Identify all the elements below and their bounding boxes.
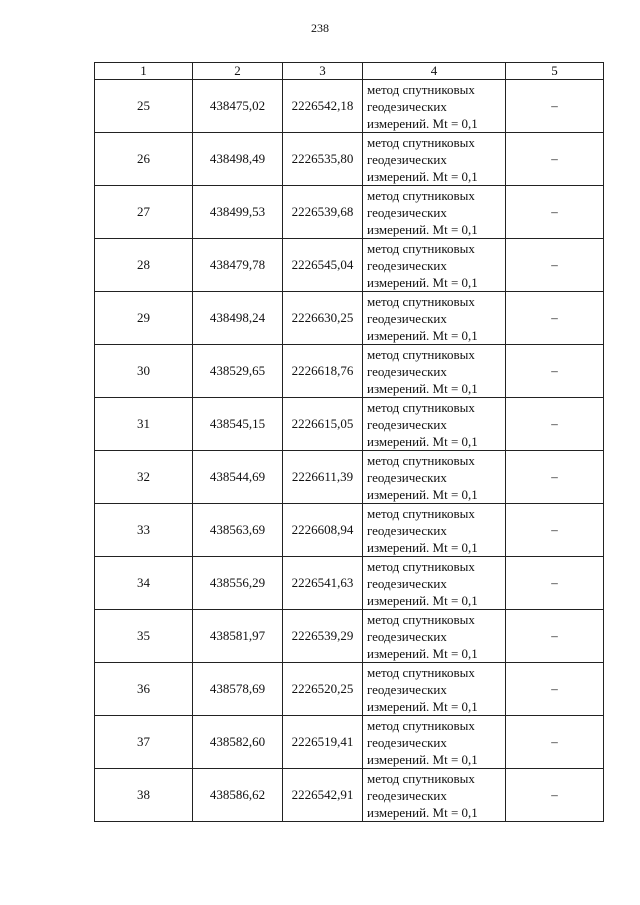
y-coordinate-cell: 2226618,76 xyxy=(283,345,363,398)
point-number-cell: 37 xyxy=(95,716,193,769)
x-coordinate-cell: 438545,15 xyxy=(193,398,283,451)
method-text-line: геодезических xyxy=(367,734,447,750)
point-number-cell: 38 xyxy=(95,769,193,822)
method-text-line: геодезических xyxy=(367,363,447,379)
table-row xyxy=(95,504,604,557)
note-cell: – xyxy=(506,663,604,716)
method-text-line: геодезических xyxy=(367,681,447,697)
y-coordinate-cell: 2226539,68 xyxy=(283,186,363,239)
table-row xyxy=(95,80,604,133)
header-col-4: 4 xyxy=(363,63,506,80)
header-col-3: 3 xyxy=(283,63,363,80)
method-cell xyxy=(363,133,506,186)
y-coordinate-cell: 2226535,80 xyxy=(283,133,363,186)
x-coordinate-cell: 438563,69 xyxy=(193,504,283,557)
method-cell xyxy=(363,345,506,398)
method-text-line: геодезических xyxy=(367,257,447,273)
point-number-cell: 34 xyxy=(95,557,193,610)
x-coordinate-cell: 438556,29 xyxy=(193,557,283,610)
point-number-cell: 27 xyxy=(95,186,193,239)
note-cell: – xyxy=(506,716,604,769)
method-text-line: геодезических xyxy=(367,787,447,803)
method-text-line: геодезических xyxy=(367,416,447,432)
x-coordinate-cell: 438582,60 xyxy=(193,716,283,769)
y-coordinate-cell: 2226542,18 xyxy=(283,80,363,133)
method-text-line: метод спутниковых xyxy=(367,770,475,786)
method-text-line: геодезических xyxy=(367,522,447,538)
method-text-line: геодезических xyxy=(367,151,447,167)
method-cell xyxy=(363,610,506,663)
method-text-line: метод спутниковых xyxy=(367,134,475,150)
y-coordinate-cell: 2226520,25 xyxy=(283,663,363,716)
note-cell: – xyxy=(506,186,604,239)
method-text-line: геодезических xyxy=(367,204,447,220)
method-text-line: метод спутниковых xyxy=(367,399,475,415)
method-cell xyxy=(363,292,506,345)
header-col-5: 5 xyxy=(506,63,604,80)
table-row xyxy=(95,716,604,769)
y-coordinate-cell: 2226615,05 xyxy=(283,398,363,451)
table-row xyxy=(95,345,604,398)
method-text-line: измерений. Mt = 0,1 xyxy=(367,645,478,661)
point-number-cell: 35 xyxy=(95,610,193,663)
y-coordinate-cell: 2226545,04 xyxy=(283,239,363,292)
y-coordinate-cell: 2226541,63 xyxy=(283,557,363,610)
y-coordinate-cell: 2226519,41 xyxy=(283,716,363,769)
point-number-cell: 33 xyxy=(95,504,193,557)
table-row xyxy=(95,133,604,186)
table-row xyxy=(95,769,604,822)
x-coordinate-cell: 438581,97 xyxy=(193,610,283,663)
method-cell xyxy=(363,80,506,133)
x-coordinate-cell: 438479,78 xyxy=(193,239,283,292)
method-text-line: измерений. Mt = 0,1 xyxy=(367,380,478,396)
x-coordinate-cell: 438578,69 xyxy=(193,663,283,716)
method-text-line: измерений. Mt = 0,1 xyxy=(367,698,478,714)
method-text-line: метод спутниковых xyxy=(367,346,475,362)
method-text-line: измерений. Mt = 0,1 xyxy=(367,274,478,290)
note-cell: – xyxy=(506,133,604,186)
header-col-2: 2 xyxy=(193,63,283,80)
note-cell: – xyxy=(506,345,604,398)
method-text-line: метод спутниковых xyxy=(367,611,475,627)
method-text-line: измерений. Mt = 0,1 xyxy=(367,433,478,449)
y-coordinate-cell: 2226608,94 xyxy=(283,504,363,557)
method-cell xyxy=(363,663,506,716)
point-number-cell: 28 xyxy=(95,239,193,292)
method-text-line: метод спутниковых xyxy=(367,505,475,521)
x-coordinate-cell: 438498,24 xyxy=(193,292,283,345)
method-cell xyxy=(363,557,506,610)
x-coordinate-cell: 438529,65 xyxy=(193,345,283,398)
method-text-line: измерений. Mt = 0,1 xyxy=(367,168,478,184)
note-cell: – xyxy=(506,292,604,345)
method-text-line: метод спутниковых xyxy=(367,717,475,733)
method-text-line: измерений. Mt = 0,1 xyxy=(367,751,478,767)
method-cell xyxy=(363,504,506,557)
method-text-line: метод спутниковых xyxy=(367,452,475,468)
note-cell: – xyxy=(506,610,604,663)
table-row xyxy=(95,451,604,504)
table-row xyxy=(95,186,604,239)
method-cell xyxy=(363,398,506,451)
header-col-1: 1 xyxy=(95,63,193,80)
method-text-line: измерений. Mt = 0,1 xyxy=(367,804,478,820)
method-text-line: метод спутниковых xyxy=(367,293,475,309)
method-cell xyxy=(363,716,506,769)
note-cell: – xyxy=(506,451,604,504)
point-number-cell: 30 xyxy=(95,345,193,398)
method-text-line: измерений. Mt = 0,1 xyxy=(367,486,478,502)
table-row xyxy=(95,610,604,663)
x-coordinate-cell: 438586,62 xyxy=(193,769,283,822)
point-number-cell: 25 xyxy=(95,80,193,133)
note-cell: – xyxy=(506,239,604,292)
x-coordinate-cell: 438544,69 xyxy=(193,451,283,504)
method-text-line: измерений. Mt = 0,1 xyxy=(367,221,478,237)
method-text-line: метод спутниковых xyxy=(367,558,475,574)
table-row xyxy=(95,398,604,451)
coordinates-table xyxy=(94,62,604,822)
table-body xyxy=(95,80,604,822)
note-cell: – xyxy=(506,80,604,133)
method-text-line: геодезических xyxy=(367,310,447,326)
table-row xyxy=(95,292,604,345)
method-cell xyxy=(363,451,506,504)
note-cell: – xyxy=(506,504,604,557)
page-number: 238 xyxy=(311,21,329,35)
method-text-line: геодезических xyxy=(367,628,447,644)
method-cell xyxy=(363,186,506,239)
method-text-line: измерений. Mt = 0,1 xyxy=(367,327,478,343)
method-text-line: метод спутниковых xyxy=(367,187,475,203)
method-text-line: геодезических xyxy=(367,98,447,114)
point-number-cell: 36 xyxy=(95,663,193,716)
table-row xyxy=(95,239,604,292)
method-text-line: метод спутниковых xyxy=(367,664,475,680)
table-row xyxy=(95,557,604,610)
method-text-line: геодезических xyxy=(367,575,447,591)
x-coordinate-cell: 438498,49 xyxy=(193,133,283,186)
x-coordinate-cell: 438499,53 xyxy=(193,186,283,239)
y-coordinate-cell: 2226630,25 xyxy=(283,292,363,345)
y-coordinate-cell: 2226611,39 xyxy=(283,451,363,504)
method-text-line: измерений. Mt = 0,1 xyxy=(367,115,478,131)
y-coordinate-cell: 2226542,91 xyxy=(283,769,363,822)
x-coordinate-cell: 438475,02 xyxy=(193,80,283,133)
note-cell: – xyxy=(506,398,604,451)
note-cell: – xyxy=(506,557,604,610)
table-row xyxy=(95,663,604,716)
header-row xyxy=(95,63,604,80)
note-cell: – xyxy=(506,769,604,822)
point-number-cell: 32 xyxy=(95,451,193,504)
method-text-line: измерений. Mt = 0,1 xyxy=(367,592,478,608)
method-cell xyxy=(363,769,506,822)
y-coordinate-cell: 2226539,29 xyxy=(283,610,363,663)
method-text-line: геодезических xyxy=(367,469,447,485)
table-header xyxy=(95,63,604,80)
method-text-line: метод спутниковых xyxy=(367,81,475,97)
method-cell xyxy=(363,239,506,292)
method-text-line: метод спутниковых xyxy=(367,240,475,256)
point-number-cell: 31 xyxy=(95,398,193,451)
method-text-line: измерений. Mt = 0,1 xyxy=(367,539,478,555)
point-number-cell: 26 xyxy=(95,133,193,186)
point-number-cell: 29 xyxy=(95,292,193,345)
